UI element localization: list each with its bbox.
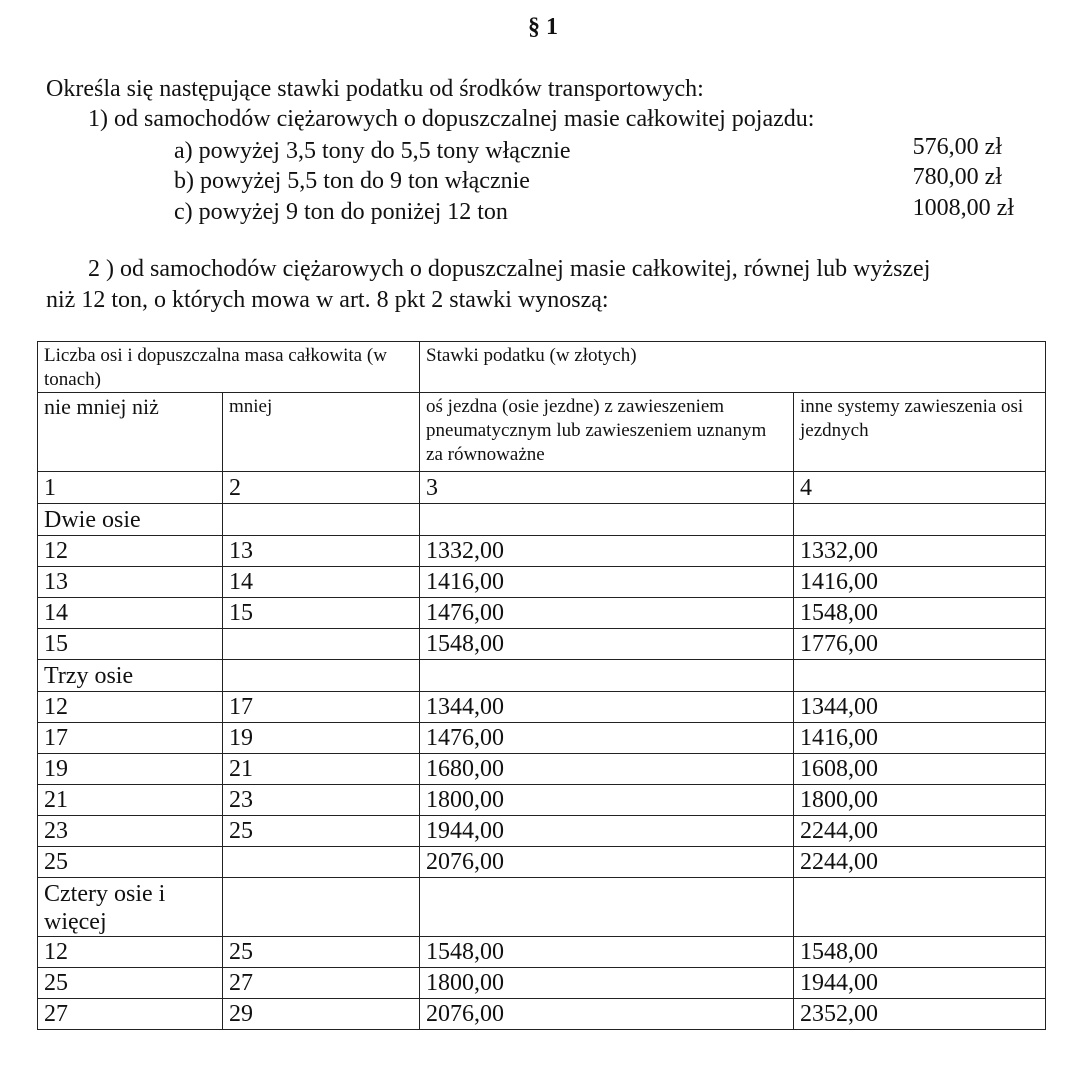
cell-min-mass: 21 bbox=[38, 785, 223, 816]
table-row bbox=[38, 785, 1046, 816]
cell-rate-other: 1416,00 bbox=[794, 567, 1046, 598]
empty-cell bbox=[794, 660, 1046, 692]
empty-cell bbox=[223, 660, 420, 692]
cell-min-mass: 25 bbox=[38, 968, 223, 999]
cell-rate-pneumatic: 1944,00 bbox=[420, 816, 794, 847]
table-row bbox=[38, 598, 1046, 629]
cell-rate-pneumatic: 1548,00 bbox=[420, 629, 794, 660]
axle-group-label: Trzy osie bbox=[38, 660, 223, 692]
subitem-b-text: b) powyżej 5,5 ton do 9 ton włącznie bbox=[174, 168, 530, 194]
table-row bbox=[38, 754, 1046, 785]
cell-max-mass: 25 bbox=[223, 816, 420, 847]
group-header-row bbox=[38, 660, 1046, 692]
table-row bbox=[38, 567, 1046, 598]
cell-rate-other: 1344,00 bbox=[794, 692, 1046, 723]
table-row bbox=[38, 968, 1046, 999]
cell-min-mass: 12 bbox=[38, 937, 223, 968]
header-less-than: mniej bbox=[223, 393, 420, 472]
cell-max-mass: 21 bbox=[223, 754, 420, 785]
subitem-a-amount: 576,00 zł bbox=[912, 134, 1002, 160]
cell-min-mass: 19 bbox=[38, 754, 223, 785]
header-axles-mass: Liczba osi i dopuszczalna masa całkowita (w tonach) bbox=[38, 342, 420, 393]
cell-min-mass: 14 bbox=[38, 598, 223, 629]
column-number: 4 bbox=[794, 472, 1046, 504]
cell-rate-other: 1416,00 bbox=[794, 723, 1046, 754]
table-row bbox=[38, 536, 1046, 567]
cell-min-mass: 27 bbox=[38, 999, 223, 1030]
table-header-row bbox=[38, 342, 1046, 393]
cell-rate-pneumatic: 2076,00 bbox=[420, 847, 794, 878]
subitem-c-text: c) powyżej 9 ton do poniżej 12 ton bbox=[174, 199, 508, 225]
cell-rate-other: 1332,00 bbox=[794, 536, 1046, 567]
cell-rate-pneumatic: 1548,00 bbox=[420, 937, 794, 968]
cell-max-mass bbox=[223, 847, 420, 878]
table-row bbox=[38, 629, 1046, 660]
empty-cell bbox=[223, 504, 420, 536]
table-row bbox=[38, 847, 1046, 878]
table-subheader-row bbox=[38, 393, 1046, 472]
cell-max-mass bbox=[223, 629, 420, 660]
cell-rate-other: 1608,00 bbox=[794, 754, 1046, 785]
cell-rate-pneumatic: 1800,00 bbox=[420, 785, 794, 816]
cell-rate-other: 1776,00 bbox=[794, 629, 1046, 660]
header-not-less-than: nie mniej niż bbox=[38, 393, 223, 472]
cell-max-mass: 13 bbox=[223, 536, 420, 567]
item1-text: 1) od samochodów ciężarowych o dopuszczalnej masie całkowitej pojazdu: bbox=[88, 106, 815, 132]
cell-min-mass: 25 bbox=[38, 847, 223, 878]
cell-rate-pneumatic: 1344,00 bbox=[420, 692, 794, 723]
column-number: 1 bbox=[38, 472, 223, 504]
cell-rate-other: 1944,00 bbox=[794, 968, 1046, 999]
header-tax-rates: Stawki podatku (w złotych) bbox=[420, 342, 1046, 393]
cell-min-mass: 17 bbox=[38, 723, 223, 754]
cell-max-mass: 27 bbox=[223, 968, 420, 999]
cell-rate-other: 2244,00 bbox=[794, 816, 1046, 847]
cell-rate-pneumatic: 2076,00 bbox=[420, 999, 794, 1030]
cell-min-mass: 15 bbox=[38, 629, 223, 660]
cell-min-mass: 23 bbox=[38, 816, 223, 847]
intro-text: Określa się następujące stawki podatku od środków transportowych: bbox=[46, 76, 704, 102]
cell-min-mass: 12 bbox=[38, 692, 223, 723]
cell-rate-pneumatic: 1800,00 bbox=[420, 968, 794, 999]
cell-rate-pneumatic: 1680,00 bbox=[420, 754, 794, 785]
cell-min-mass: 12 bbox=[38, 536, 223, 567]
cell-rate-pneumatic: 1476,00 bbox=[420, 723, 794, 754]
cell-max-mass: 25 bbox=[223, 937, 420, 968]
empty-cell bbox=[420, 660, 794, 692]
cell-max-mass: 15 bbox=[223, 598, 420, 629]
item2-line2: niż 12 ton, o których mowa w art. 8 pkt 2 stawki wynoszą: bbox=[46, 287, 609, 313]
empty-cell bbox=[420, 878, 794, 937]
column-number: 3 bbox=[420, 472, 794, 504]
table-row bbox=[38, 999, 1046, 1030]
cell-rate-other: 1548,00 bbox=[794, 598, 1046, 629]
cell-rate-pneumatic: 1416,00 bbox=[420, 567, 794, 598]
table-row bbox=[38, 816, 1046, 847]
header-pneumatic-suspension: oś jezdna (osie jezdne) z zawieszeniem pneumatycznym lub zawieszeniem uznanym za równoważne bbox=[420, 393, 794, 472]
subitem-a-text: a) powyżej 3,5 tony do 5,5 tony włącznie bbox=[174, 138, 571, 164]
axle-group-label: Cztery osie i więcej bbox=[38, 878, 223, 937]
cell-rate-other: 2352,00 bbox=[794, 999, 1046, 1030]
empty-cell bbox=[223, 878, 420, 937]
cell-rate-pneumatic: 1476,00 bbox=[420, 598, 794, 629]
subitem-b-amount: 780,00 zł bbox=[912, 164, 1002, 190]
item2-line1: 2 ) od samochodów ciężarowych o dopuszczalnej masie całkowitej, równej lub wyższej bbox=[88, 256, 931, 282]
empty-cell bbox=[794, 878, 1046, 937]
empty-cell bbox=[420, 504, 794, 536]
table-row bbox=[38, 723, 1046, 754]
column-number: 2 bbox=[223, 472, 420, 504]
cell-max-mass: 19 bbox=[223, 723, 420, 754]
section-heading: § 1 bbox=[528, 14, 558, 40]
cell-max-mass: 17 bbox=[223, 692, 420, 723]
table-row bbox=[38, 937, 1046, 968]
column-number-row bbox=[38, 472, 1046, 504]
subitem-c-amount: 1008,00 zł bbox=[912, 195, 1014, 221]
header-other-suspension: inne systemy zawieszenia osi jezdnych bbox=[794, 393, 1046, 472]
cell-max-mass: 29 bbox=[223, 999, 420, 1030]
cell-max-mass: 23 bbox=[223, 785, 420, 816]
group-header-row bbox=[38, 504, 1046, 536]
cell-rate-other: 1800,00 bbox=[794, 785, 1046, 816]
axle-group-label: Dwie osie bbox=[38, 504, 223, 536]
tax-rates-table bbox=[37, 341, 1046, 1030]
cell-rate-other: 1548,00 bbox=[794, 937, 1046, 968]
group-header-row bbox=[38, 878, 1046, 937]
table-row bbox=[38, 692, 1046, 723]
empty-cell bbox=[794, 504, 1046, 536]
cell-rate-other: 2244,00 bbox=[794, 847, 1046, 878]
cell-max-mass: 14 bbox=[223, 567, 420, 598]
cell-rate-pneumatic: 1332,00 bbox=[420, 536, 794, 567]
cell-min-mass: 13 bbox=[38, 567, 223, 598]
